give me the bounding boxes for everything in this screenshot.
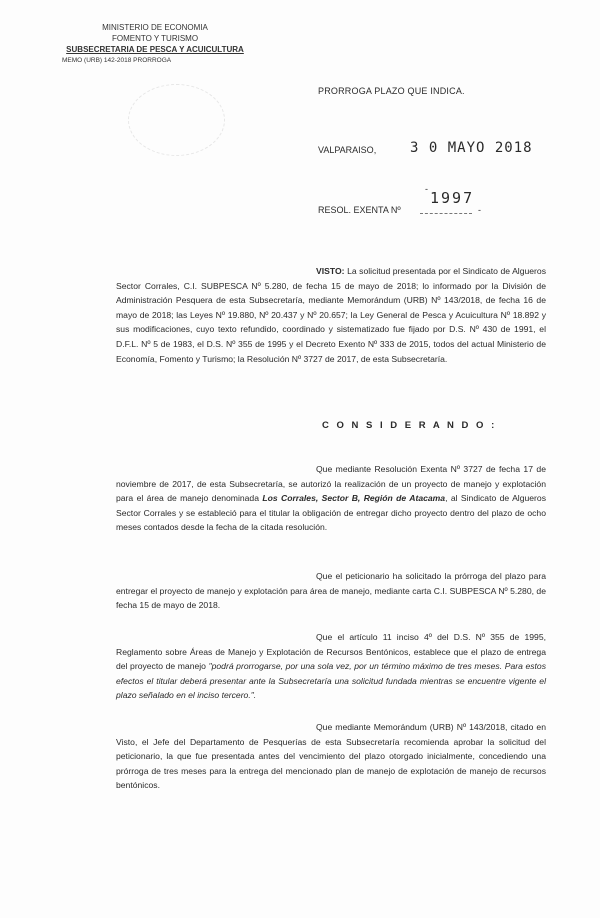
document-subject: PRORROGA PLAZO QUE INDICA. (318, 86, 465, 96)
considerando-paragraph-2 (116, 569, 546, 613)
visto-text: La solicitud presentada por el Sindicato de Algueros Sector Corrales, C.I. SUBPESCA Nº 5.280, de fecha 15 de mayo de 2018; lo informado por la División de Administración Pesquera de esta Subsecretaría, mediante Memorándum (URB) Nº 143/2018, de fecha 16 de mayo de 2018; las Leyes Nº 19.880, Nº 20.437 y Nº 20.657; la Ley General de Pesca y Acuicultura Nº 18.892 y sus modificaciones, cuyo texto refundido, coordinado y sistematizado fue fijado por D.S. Nº 430 de 1991, el D.F.L. Nº 5 de 1983, el D.S. Nº 355 de 1995 y el Decreto Exento Nº 333 de 2015, todos del actual Ministerio de Economía, Fomento y Turismo; la Resolución Nº 3727 de 2017, de esta Subsecretaría. (116, 266, 546, 364)
p1-area-name: Los Corrales, Sector B, Región de Atacama (262, 493, 446, 504)
number-underline (420, 213, 472, 214)
visto-paragraph (116, 264, 546, 366)
p2-text: Que el peticionario ha solicitado la prórroga del plazo para entregar el proyecto de manejo y explotación para área de manejo, mediante carta C.I. SUBPESCA Nº 5.280, de fecha 15 de mayo de 2018. (116, 571, 546, 611)
subsecretaria-name: SUBSECRETARIA DE PESCA Y ACUICULTURA (66, 45, 244, 54)
place-label: VALPARAISO, (318, 145, 377, 155)
considerando-paragraph-3 (116, 630, 546, 703)
p3-text-a: Que el artículo 11 inciso 4º del D.S. Nº 355 de 1995, Reglamento sobre Áreas de Manejo y Explotación de Recursos Bentónicos, establece que el plazo de entrega del proyecto de manejo (116, 632, 546, 672)
p1-text-c: , al Sindicato de Algueros Sector Corrales y se estableció para el titular la obligación de entregar dicho proyecto dentro del plazo de ocho meses contados desde la fecha de la citada resolución. (116, 493, 546, 533)
faded-stamp-seal (128, 84, 225, 156)
number-dash-mark-right: - (478, 205, 481, 215)
visto-label: VISTO: (316, 266, 345, 276)
considerando-paragraph-4 (116, 720, 546, 793)
ministry-subname: FOMENTO Y TURISMO (111, 34, 199, 43)
document-date: 3 0 MAYO 2018 (410, 140, 533, 156)
p1-text-a: Que mediante Resolución Exenta Nº 3727 de fecha 17 de noviembre de 2017, de esta Subsecretaría, se autorizó la realización de un proyecto de manejo y explotación para el área de manejo denominada (116, 464, 546, 504)
ministry-name: MINISTERIO DE ECONOMIA (102, 23, 208, 32)
number-dash-mark: - (425, 184, 428, 194)
letterhead (60, 22, 250, 66)
considerando-heading: C O N S I D E R A N D O : (322, 420, 497, 431)
resolution-label: RESOL. EXENTA Nº (318, 205, 401, 215)
p4-text: Que mediante Memorándum (URB) Nº 143/2018, citado en Visto, el Jefe del Departamento de Pesquerías de esta Subsecretaría recomienda aprobar la solicitud del peticionario, la que fue presentada antes del vencimiento del plazo otorgado inicialmente, concediendo una prórroga de tres meses para la entrega del mencionado plan de manejo de explotación de manejo de recursos bentónicos. (116, 722, 546, 791)
memo-reference: MEMO (URB) 142-2018 PRORROGA (62, 57, 172, 64)
p3-quote: "podrá prorrogarse, por una sola vez, por un término máximo de tres meses. Para estos efectos el titular deberá presentar ante la Subsecretaría una solicitud fundada mientras se encuentre vigente el plazo señalado en el inciso tercero.". (116, 661, 546, 701)
resolution-number: 1997 (430, 189, 475, 207)
considerando-paragraph-1 (116, 462, 546, 535)
